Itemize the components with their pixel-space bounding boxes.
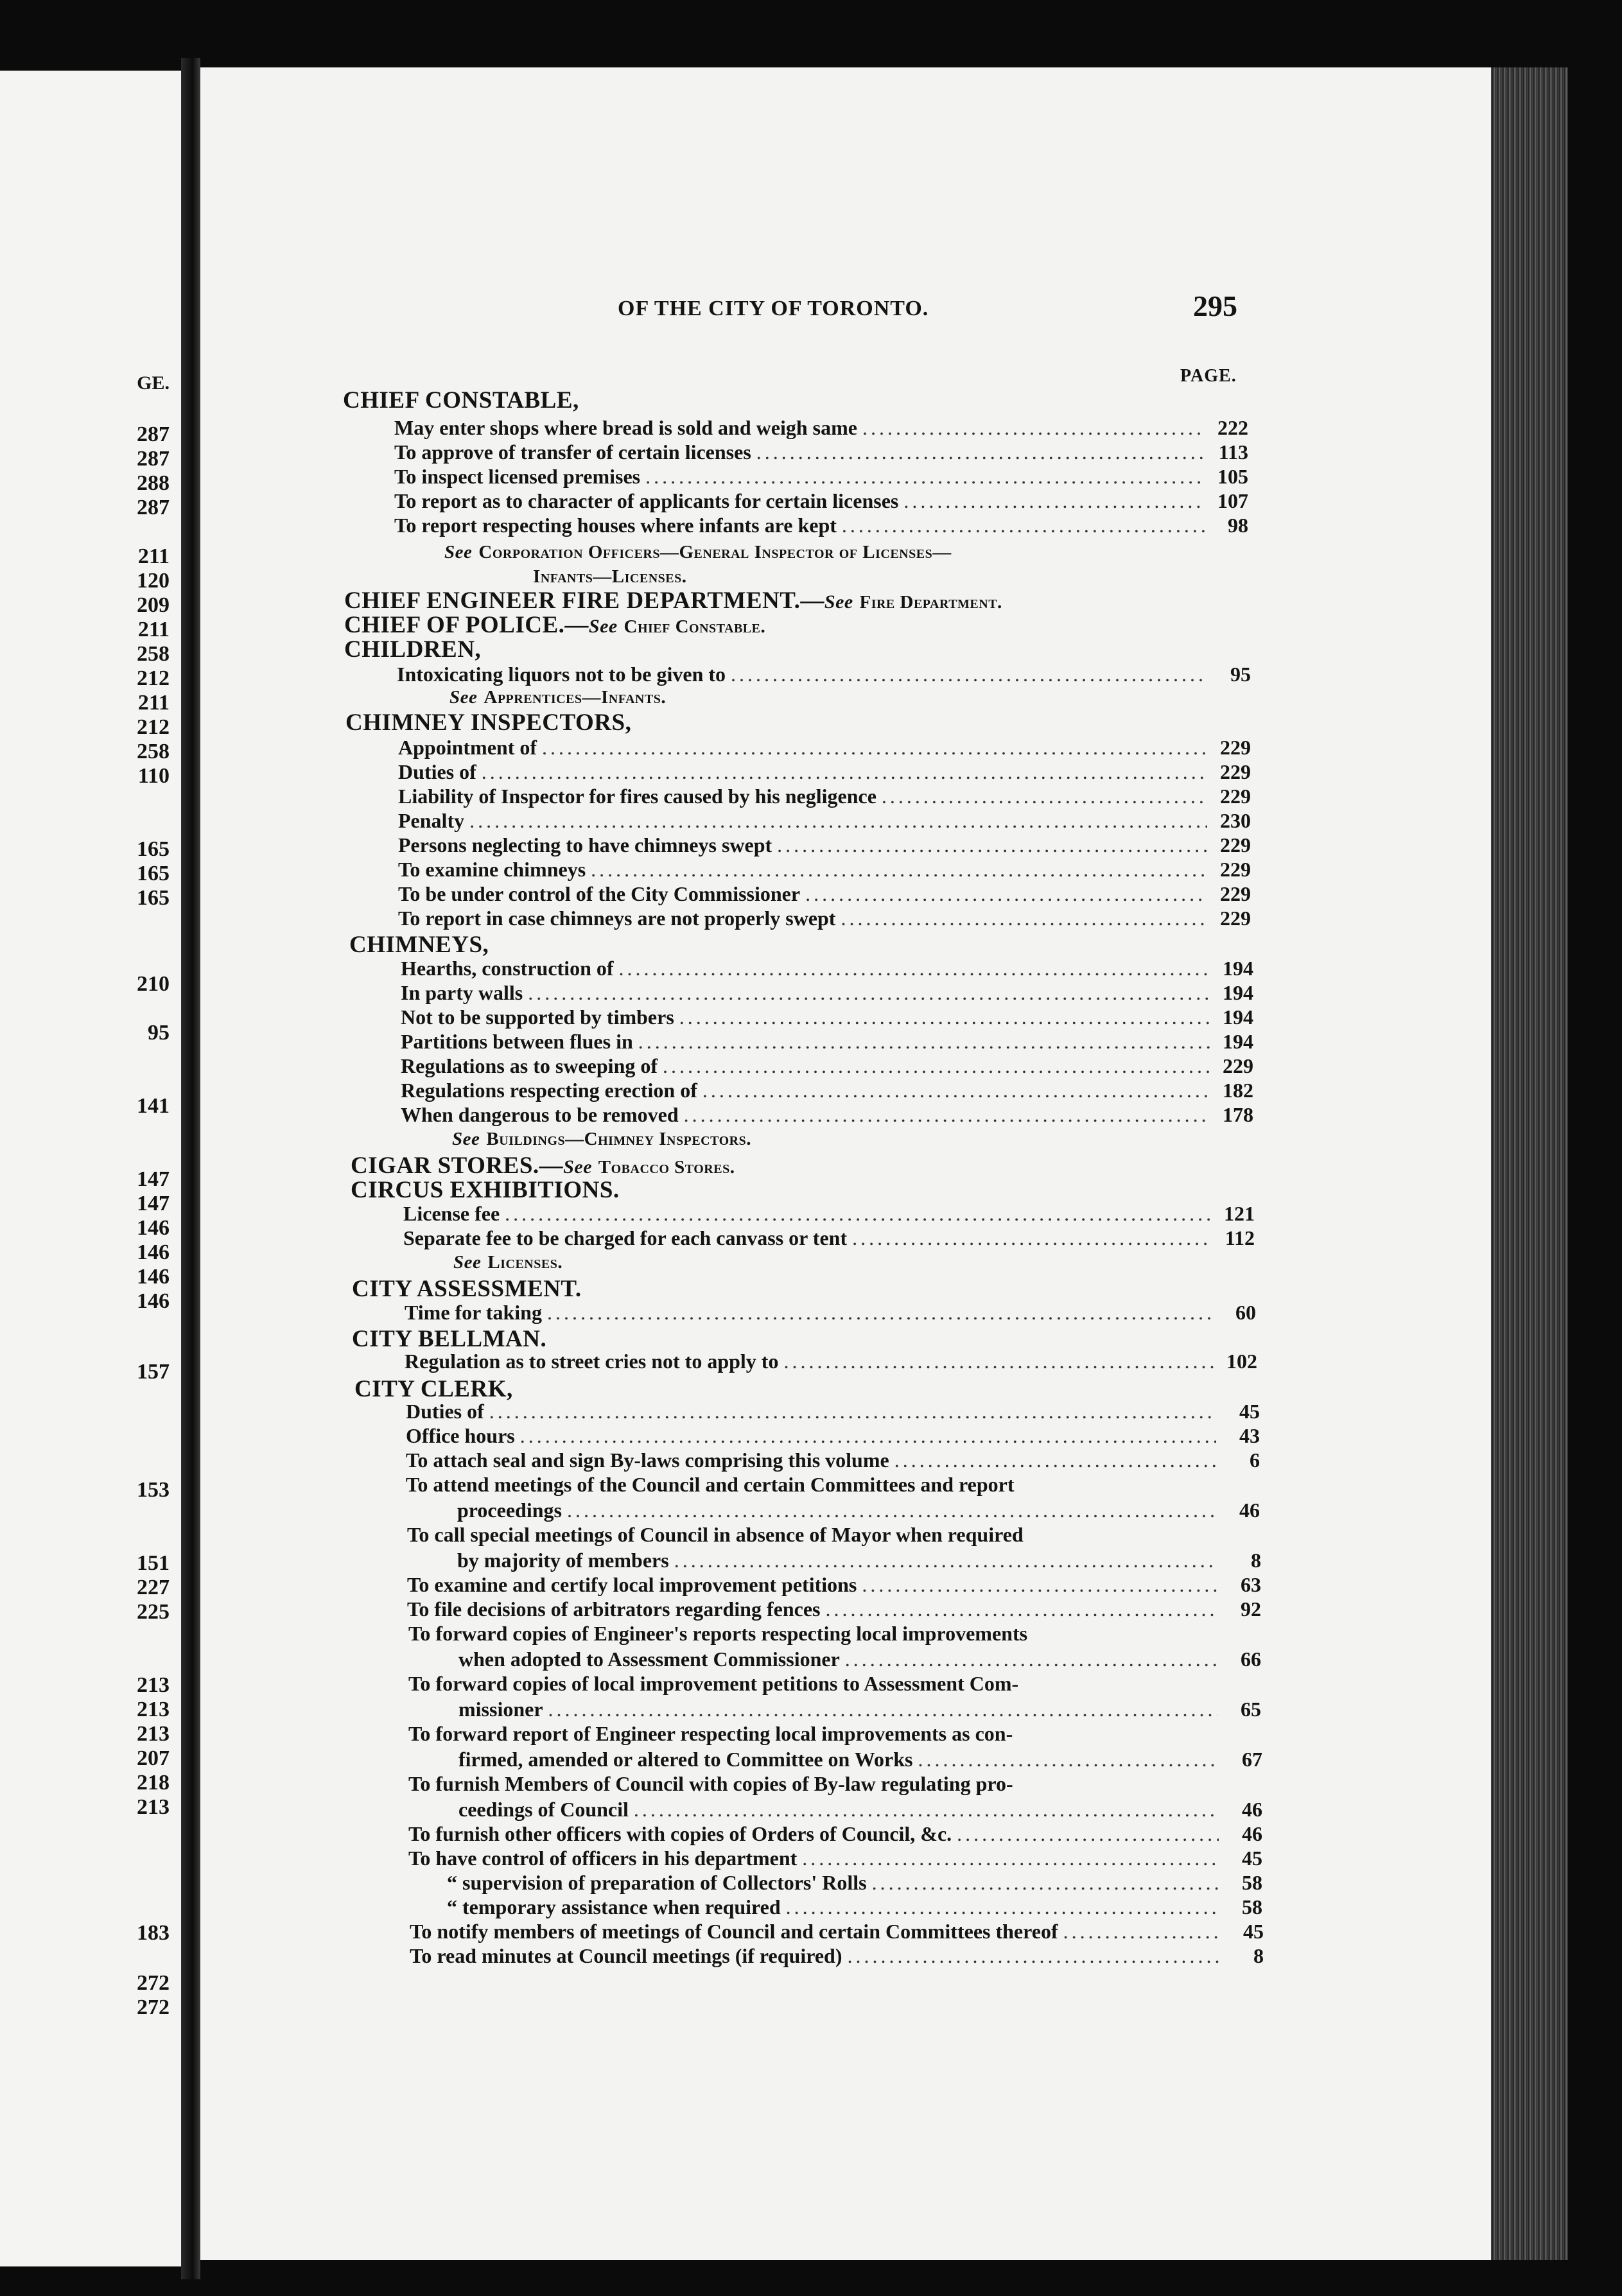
index-entry [406, 1424, 1260, 1448]
index-entry [447, 1895, 1262, 1920]
entry-text: Separate fee to be charged for each canvass or tent [403, 1226, 848, 1249]
entry-text-continued: ceedings of Council [458, 1798, 629, 1821]
index-entry [398, 736, 1251, 760]
entry-text: “ temporary assistance when required [447, 1895, 781, 1918]
entry-text: License fee [403, 1202, 500, 1225]
see-reference: Infants—Licenses. [533, 566, 687, 587]
index-heading-with-reference [351, 1152, 735, 1179]
leader-dots [489, 1400, 1216, 1423]
index-heading: CITY CLERK, [354, 1376, 513, 1402]
entry-page: 194 [1223, 981, 1253, 1004]
entry-page: 112 [1225, 1226, 1255, 1249]
entry-page: 60 [1235, 1301, 1256, 1324]
index-entry [401, 1079, 1253, 1103]
left-page-number: 110 [137, 764, 170, 788]
leader-dots [567, 1499, 1216, 1522]
index-entry [458, 1648, 1261, 1672]
entry-text: To approve of transfer of certain licenses [394, 440, 751, 464]
entry-text: Appointment of [398, 736, 537, 759]
left-page-number: 153 [137, 1478, 170, 1502]
leader-dots [731, 663, 1207, 686]
entry-page: 8 [1253, 1944, 1264, 1967]
entry-page: 65 [1241, 1698, 1261, 1721]
entry-page: 229 [1223, 1054, 1253, 1077]
entry-page: 46 [1242, 1798, 1262, 1821]
leader-dots [802, 1847, 1219, 1870]
entry-page: 98 [1228, 514, 1248, 537]
left-page-number: 146 [137, 1265, 170, 1289]
leader-dots [957, 1822, 1219, 1846]
entry-page: 194 [1223, 1005, 1253, 1029]
index-entry [401, 957, 1253, 981]
index-entry [401, 1103, 1253, 1127]
index-entry [398, 785, 1251, 809]
entry-text: To report in case chimneys are not properly swept [398, 907, 836, 930]
left-page-number: 209 [137, 593, 170, 617]
entry-text-continued: when adopted to Assessment Commissioner [458, 1648, 840, 1671]
leader-dots [684, 1103, 1210, 1127]
index-heading: CIRCUS EXHIBITIONS. [351, 1177, 620, 1203]
entry-text: Hearths, construction of [401, 957, 614, 980]
left-page-number: 146 [137, 1240, 170, 1264]
left-page-number: 165 [137, 837, 170, 861]
entry-page: 229 [1220, 785, 1251, 808]
left-page-number: 157 [137, 1360, 170, 1384]
leader-dots [482, 760, 1207, 784]
entry-page: 102 [1226, 1350, 1257, 1373]
index-entry [398, 858, 1251, 882]
leader-dots [903, 489, 1205, 513]
left-page-number: 272 [137, 1971, 170, 1995]
left-page-number: 212 [137, 666, 170, 690]
see-label: See [449, 687, 478, 708]
left-page-number: 183 [137, 1921, 170, 1945]
leader-dots [591, 858, 1207, 882]
index-entry [401, 1005, 1253, 1030]
entry-text: To inspect licensed premises [394, 465, 641, 488]
left-page-number: 213 [137, 1673, 170, 1697]
index-entry [405, 1301, 1256, 1325]
see-reference: Licenses. [487, 1252, 563, 1273]
entry-text: To furnish other officers with copies of Orders of Council, &c. [408, 1822, 952, 1845]
left-page-number: 151 [137, 1551, 170, 1575]
entry-text: To have control of officers in his department [408, 1847, 798, 1870]
entry-page: 107 [1217, 489, 1248, 512]
leader-dots [679, 1005, 1210, 1029]
left-page-number: 287 [137, 447, 170, 471]
entry-text: To be under control of the City Commissioner [398, 882, 801, 905]
leader-dots [777, 833, 1207, 857]
entry-page: 43 [1239, 1424, 1260, 1447]
entry-text: Duties of [398, 760, 476, 783]
index-entry [457, 1549, 1261, 1573]
entry-text: When dangerous to be removed [401, 1103, 679, 1126]
index-entry [394, 416, 1248, 440]
left-page-number: 207 [137, 1746, 170, 1770]
leader-dots [1063, 1920, 1220, 1944]
entry-page: 230 [1220, 809, 1251, 832]
entry-text: To report respecting houses where infants are kept [394, 514, 837, 537]
index-entry [408, 1847, 1262, 1871]
leader-dots [825, 1597, 1217, 1621]
see-reference: Fire Department. [859, 592, 1002, 613]
index-heading: CHILDREN, [344, 636, 482, 663]
leader-dots [548, 1698, 1217, 1721]
left-page-number: 212 [137, 715, 170, 739]
entry-page: 58 [1242, 1895, 1262, 1918]
entry-page: 121 [1224, 1202, 1255, 1225]
entry-page: 105 [1217, 465, 1248, 488]
entry-text: To attach seal and sign By-laws comprising this volume [406, 1448, 889, 1472]
entry-page: 45 [1239, 1400, 1260, 1423]
leader-dots [862, 416, 1205, 440]
leader-dots [542, 736, 1207, 760]
index-page [200, 67, 1491, 2260]
leader-dots [520, 1424, 1216, 1448]
leader-dots [842, 514, 1205, 537]
entry-text: Intoxicating liquors not to be given to [397, 663, 726, 686]
left-page-number: 211 [137, 544, 170, 568]
see-reference: Corporation Officers—General Inspector of Licenses— [478, 542, 952, 562]
cross-reference [444, 542, 952, 563]
index-entry [394, 440, 1248, 465]
leader-dots [862, 1573, 1217, 1597]
entry-page: 229 [1220, 760, 1251, 783]
index-heading: CIGAR STORES.— [351, 1152, 564, 1179]
index-entry [398, 833, 1251, 858]
page-column-label: GE. [137, 372, 170, 394]
entry-page: 194 [1223, 1030, 1253, 1053]
left-page-number: 258 [137, 740, 170, 763]
entry-page: 229 [1220, 736, 1251, 759]
index-entry [398, 882, 1251, 907]
entry-text: To attend meetings of the Council and certain Committees and report [406, 1473, 1015, 1496]
entry-page: 229 [1220, 882, 1251, 905]
left-page-number: 165 [137, 886, 170, 910]
entry-text-continued: by majority of members [457, 1549, 669, 1572]
index-entry [403, 1226, 1255, 1251]
left-page-number: 146 [137, 1289, 170, 1313]
leader-dots [805, 882, 1207, 906]
index-entry [403, 1202, 1255, 1226]
left-page-number: 95 [148, 1021, 170, 1045]
index-entry [394, 489, 1248, 514]
entry-text: To examine chimneys [398, 858, 586, 881]
leader-dots [638, 1030, 1210, 1054]
index-entry [410, 1944, 1264, 1969]
entry-text: Duties of [406, 1400, 484, 1423]
see-label: See [824, 591, 853, 613]
entry-page: 92 [1241, 1597, 1261, 1621]
entry-text: Liability of Inspector for fires caused by his negligence [398, 785, 876, 808]
entry-page: 194 [1223, 957, 1253, 980]
entry-text: Not to be supported by timbers [401, 1005, 674, 1029]
left-page-number: 141 [137, 1094, 170, 1118]
entry-page: 46 [1242, 1822, 1262, 1845]
leader-dots [634, 1798, 1219, 1822]
index-entry [406, 1400, 1260, 1424]
index-heading: CITY ASSESSMENT. [352, 1276, 582, 1302]
entry-text: Office hours [406, 1424, 515, 1447]
index-heading-with-reference [344, 587, 1002, 614]
index-heading: CHIEF CONSTABLE, [343, 387, 579, 413]
see-reference: Apprentices—Infants. [484, 687, 667, 708]
index-entry [458, 1698, 1261, 1722]
index-entry [406, 1448, 1260, 1473]
entry-text: To forward report of Engineer respecting local improvements as con- [408, 1722, 1013, 1745]
index-entry [394, 514, 1248, 538]
entry-page: 182 [1223, 1079, 1253, 1102]
entry-page: 67 [1242, 1748, 1262, 1771]
page-number: 295 [1193, 290, 1237, 322]
leader-dots [702, 1079, 1210, 1102]
left-page-number: 211 [137, 618, 170, 641]
index-entry [401, 1054, 1253, 1079]
leader-dots [645, 465, 1205, 489]
entry-text: To furnish Members of Council with copies of By-law regulating pro- [408, 1772, 1013, 1795]
running-title: OF THE CITY OF TORONTO. [618, 297, 929, 320]
entry-text-continued: firmed, amended or altered to Committee on Works [458, 1748, 913, 1771]
index-entry [398, 760, 1251, 785]
leader-dots [845, 1648, 1217, 1671]
entry-page: 222 [1217, 416, 1248, 439]
entry-page: 229 [1220, 907, 1251, 930]
index-entry [401, 981, 1253, 1005]
index-entry [397, 663, 1251, 687]
cross-reference [449, 687, 666, 708]
entry-text: To examine and certify local improvement petitions [407, 1573, 857, 1596]
index-heading: CHIMNEYS, [349, 932, 489, 958]
entry-text: To forward copies of Engineer's reports respecting local improvements [408, 1622, 1028, 1645]
entry-page: 6 [1250, 1448, 1260, 1472]
left-page-number: 210 [137, 972, 170, 996]
see-label: See [444, 542, 473, 562]
leader-dots [619, 957, 1210, 980]
left-page-number: 287 [137, 422, 170, 446]
leader-dots [663, 1054, 1210, 1078]
index-entry [458, 1748, 1262, 1772]
see-label: See [452, 1129, 480, 1149]
leader-dots [756, 440, 1205, 464]
index-entry [394, 465, 1248, 489]
entry-text: To call special meetings of Council in absence of Mayor when required [407, 1523, 1024, 1546]
entry-page: 45 [1242, 1847, 1262, 1870]
left-page-number: 288 [137, 471, 170, 495]
index-heading-with-reference [344, 611, 765, 639]
entry-text: Partitions between flues in [401, 1030, 633, 1053]
left-page-number: 213 [137, 1722, 170, 1746]
entry-page: 229 [1220, 833, 1251, 857]
entry-text: Regulations as to sweeping of [401, 1054, 658, 1077]
left-page-number: 165 [137, 862, 170, 885]
index-heading: CHIEF OF POLICE.— [344, 612, 589, 638]
leader-dots [505, 1202, 1211, 1226]
index-entry [408, 1822, 1262, 1847]
left-page-number: 213 [137, 1698, 170, 1721]
entry-text: Regulation as to street cries not to apply to [405, 1350, 779, 1373]
entry-page: 8 [1251, 1549, 1261, 1572]
see-label: See [453, 1252, 482, 1273]
cross-reference [452, 1129, 751, 1150]
entry-page: 113 [1218, 440, 1248, 464]
leader-dots [894, 1448, 1216, 1472]
leader-dots [852, 1226, 1211, 1250]
entry-text-continued: missioner [458, 1698, 543, 1721]
left-page-number: 272 [137, 1996, 170, 2019]
left-page-number: 213 [137, 1795, 170, 1819]
entry-page: 66 [1241, 1648, 1261, 1671]
entry-text: To file decisions of arbitrators regarding fences [407, 1597, 821, 1621]
cross-reference [453, 1252, 562, 1273]
index-entry [458, 1798, 1262, 1822]
entry-text: To report as to character of applicants for certain licenses [394, 489, 899, 512]
cross-reference-continued [533, 566, 687, 587]
entry-page: 63 [1241, 1573, 1261, 1596]
left-page-number: 225 [137, 1600, 170, 1624]
leader-dots [847, 1944, 1220, 1968]
leader-dots [918, 1748, 1219, 1771]
leader-dots [882, 785, 1207, 808]
left-page-number: 147 [137, 1167, 170, 1191]
left-page-number: 218 [137, 1771, 170, 1795]
leader-dots [841, 907, 1207, 930]
index-entry [447, 1871, 1262, 1895]
entry-text: Time for taking [405, 1301, 542, 1324]
index-entry [405, 1350, 1257, 1374]
leader-dots [783, 1350, 1214, 1373]
left-page-number: 287 [137, 496, 170, 519]
index-heading: CHIEF ENGINEER FIRE DEPARTMENT.— [344, 587, 824, 614]
page-column-label: PAGE. [1180, 366, 1237, 386]
leader-dots [528, 981, 1210, 1005]
left-page-number: 211 [137, 691, 170, 715]
left-page-number: 227 [137, 1576, 170, 1599]
see-reference: Buildings—Chimney Inspectors. [486, 1129, 751, 1149]
index-entry [410, 1920, 1264, 1944]
entry-text-continued: proceedings [457, 1499, 562, 1522]
leader-dots [786, 1895, 1219, 1919]
entry-text: To notify members of meetings of Council and certain Committees thereof [410, 1920, 1058, 1943]
entry-page: 58 [1242, 1871, 1262, 1894]
see-reference: Tobacco Stores. [598, 1157, 735, 1178]
entry-text: Regulations respecting erection of [401, 1079, 697, 1102]
index-entry [407, 1573, 1261, 1597]
entry-text: “ supervision of preparation of Collectors' Rolls [447, 1871, 867, 1894]
entry-text: To forward copies of local improvement petitions to Assessment Com- [408, 1672, 1019, 1695]
entry-text: Persons neglecting to have chimneys swept [398, 833, 772, 857]
leader-dots [872, 1871, 1219, 1895]
entry-page: 95 [1230, 663, 1251, 686]
entry-page: 46 [1239, 1499, 1260, 1522]
entry-text: Penalty [398, 809, 465, 832]
see-reference: Chief Constable. [624, 616, 766, 637]
index-heading: CITY BELLMAN. [352, 1326, 547, 1352]
index-entry [398, 809, 1251, 833]
see-label: See [563, 1156, 593, 1178]
entry-text: May enter shops where bread is sold and weigh same [394, 416, 857, 439]
index-entry [398, 907, 1251, 931]
leader-dots [547, 1301, 1212, 1325]
left-page-number: 146 [137, 1216, 170, 1240]
index-entry [457, 1499, 1260, 1523]
index-entry [401, 1030, 1253, 1054]
see-label: See [588, 616, 618, 637]
entry-page: 229 [1220, 858, 1251, 881]
entry-page: 178 [1223, 1103, 1253, 1126]
left-page-number: 147 [137, 1192, 170, 1215]
left-page-number: 120 [137, 569, 170, 593]
index-heading: CHIMNEY INSPECTORS, [345, 709, 632, 736]
leader-dots [674, 1549, 1217, 1572]
index-entry [407, 1597, 1261, 1622]
entry-text: In party walls [401, 981, 523, 1004]
left-page-number: 258 [137, 642, 170, 666]
leader-dots [469, 809, 1207, 833]
entry-text: To read minutes at Council meetings (if required) [410, 1944, 842, 1967]
entry-page: 45 [1243, 1920, 1264, 1943]
